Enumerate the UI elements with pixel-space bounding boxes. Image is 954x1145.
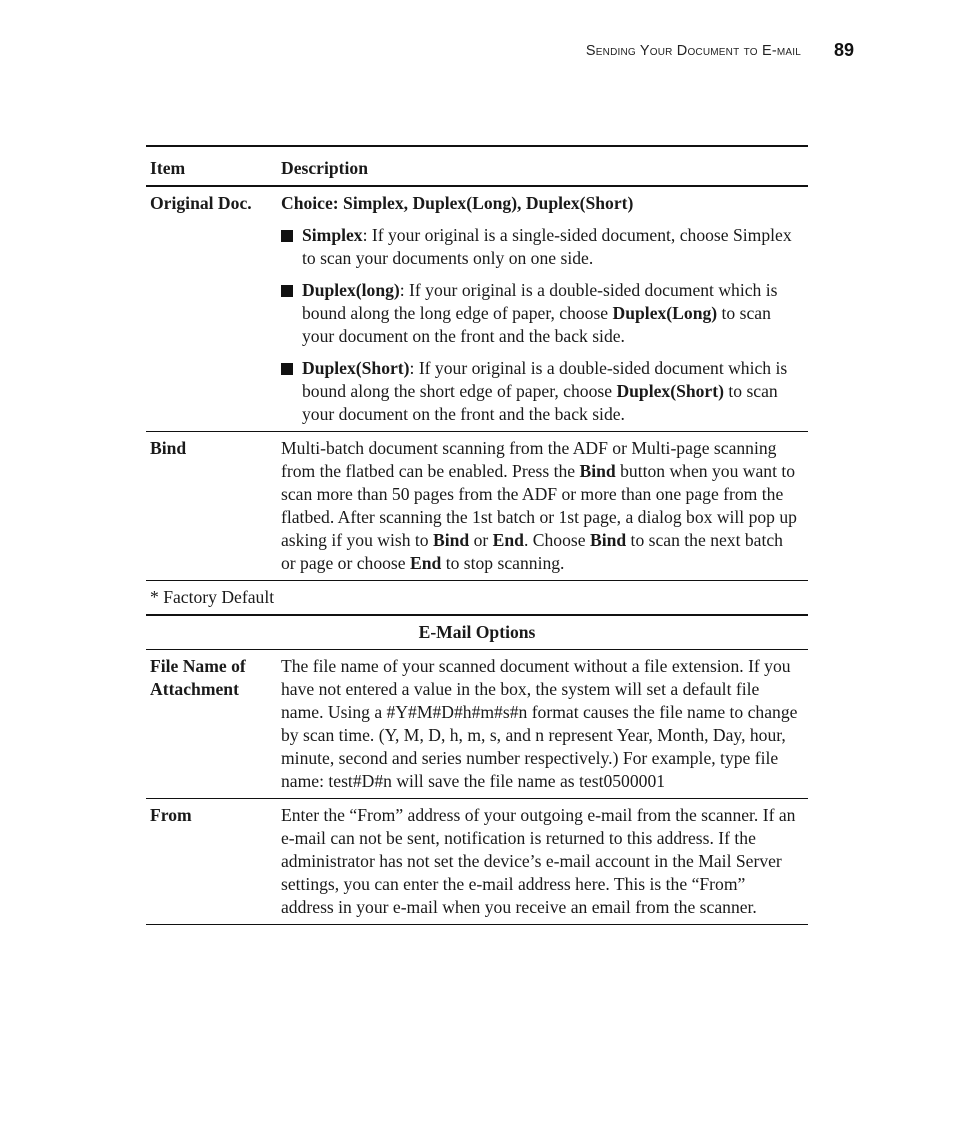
row-description-file-name: The file name of your scanned document without a file extension. If you have not entered a value in the box, the system will set a default file name. Using a #Y#M#D#h#m#s#n format causes the file name to change by scan time. (Y, M, D, h, m, s, and n represent Year, Month, Day, hour, minute, second and series number respectively.) For example, type file name: test#D#n will save the file name as test0500001 xyxy=(281,656,798,791)
row-label-bind: Bind xyxy=(150,438,187,458)
bullet-square-icon xyxy=(281,230,293,242)
text-span: . Choose xyxy=(523,530,590,550)
options-table xyxy=(146,145,808,925)
bullet-text: : If your original is a double-sided document which is bound along the short edge of paper, choose xyxy=(302,358,788,401)
bullet-simplex xyxy=(281,224,802,270)
page-header xyxy=(0,40,954,64)
bold-span: Bind xyxy=(579,461,616,481)
row-label-original-doc: Original Doc. xyxy=(150,193,252,213)
table-row-file-name xyxy=(146,650,808,799)
header-description: Description xyxy=(281,158,368,178)
text-span: button when you want to scan more than 50 pages from the ADF or more than one page from the flatbed. After scanning the 1st batch or 1st page, a dialog box will pop up asking if you wish to xyxy=(281,461,797,550)
bullet-text: : If your original is a single-sided document, choose Simplex to scan your documents only on one side. xyxy=(302,225,792,268)
bullet-term: Simplex xyxy=(302,225,363,245)
text-span: to scan the next batch or page or choose xyxy=(281,530,783,573)
row-description-bind xyxy=(281,437,808,575)
table-row-original-doc xyxy=(146,187,808,432)
row-label-from: From xyxy=(150,805,192,825)
table-row-from xyxy=(146,799,808,925)
bold-span: End xyxy=(492,530,524,550)
bullet-text: to scan your document on the front and the back side. xyxy=(302,303,771,346)
bullet-term: Duplex(Short) xyxy=(302,358,410,378)
bullet-duplex-short xyxy=(281,357,802,426)
bullet-square-icon xyxy=(281,285,293,297)
page-number: 89 xyxy=(833,40,854,60)
row-description-original-doc xyxy=(281,192,808,426)
bullet-text: to scan your document on the front and the back side. xyxy=(302,381,778,424)
bullet-bold: Duplex(Short) xyxy=(616,381,724,401)
text-span: to stop scanning. xyxy=(441,553,565,573)
bold-span: Bind xyxy=(589,530,627,550)
bold-span: Bind xyxy=(433,530,470,550)
row-description-from: Enter the “From” address of your outgoing e-mail from the scanner. If an e-mail can not be sent, notification is returned to this address. If the administrator has not set the device’s e-mail account in the Mail Server settings, you can enter the e-mail address here. This is the “From” address in your e-mail when you receive an email from the scanner. xyxy=(281,805,796,917)
bullet-term: Duplex(long) xyxy=(302,280,400,300)
header-item: Item xyxy=(150,158,186,178)
section-title-email-options: E-Mail Options xyxy=(146,616,808,650)
table-header xyxy=(146,145,808,187)
bullet-square-icon xyxy=(281,363,293,375)
table-row-bind xyxy=(146,432,808,581)
bold-span: End xyxy=(409,553,442,573)
running-title: Sending Your Document to E-mail xyxy=(585,43,801,59)
factory-default-footnote: * Factory Default xyxy=(146,581,808,616)
choice-line: Choice: Simplex, Duplex(Long), Duplex(Short) xyxy=(281,193,634,213)
text-span: Multi-batch document scanning from the ADF or Multi-page scanning from the flatbed can be enabled. Press the xyxy=(281,438,777,481)
bullet-text: : If your original is a double-sided document which is bound along the long edge of paper, choose xyxy=(302,280,778,323)
text-span: or xyxy=(469,530,493,550)
bullet-duplex-long xyxy=(281,279,802,348)
row-label-file-name: File Name of Attachment xyxy=(150,656,246,699)
bullet-bold: Duplex(Long) xyxy=(612,303,718,323)
